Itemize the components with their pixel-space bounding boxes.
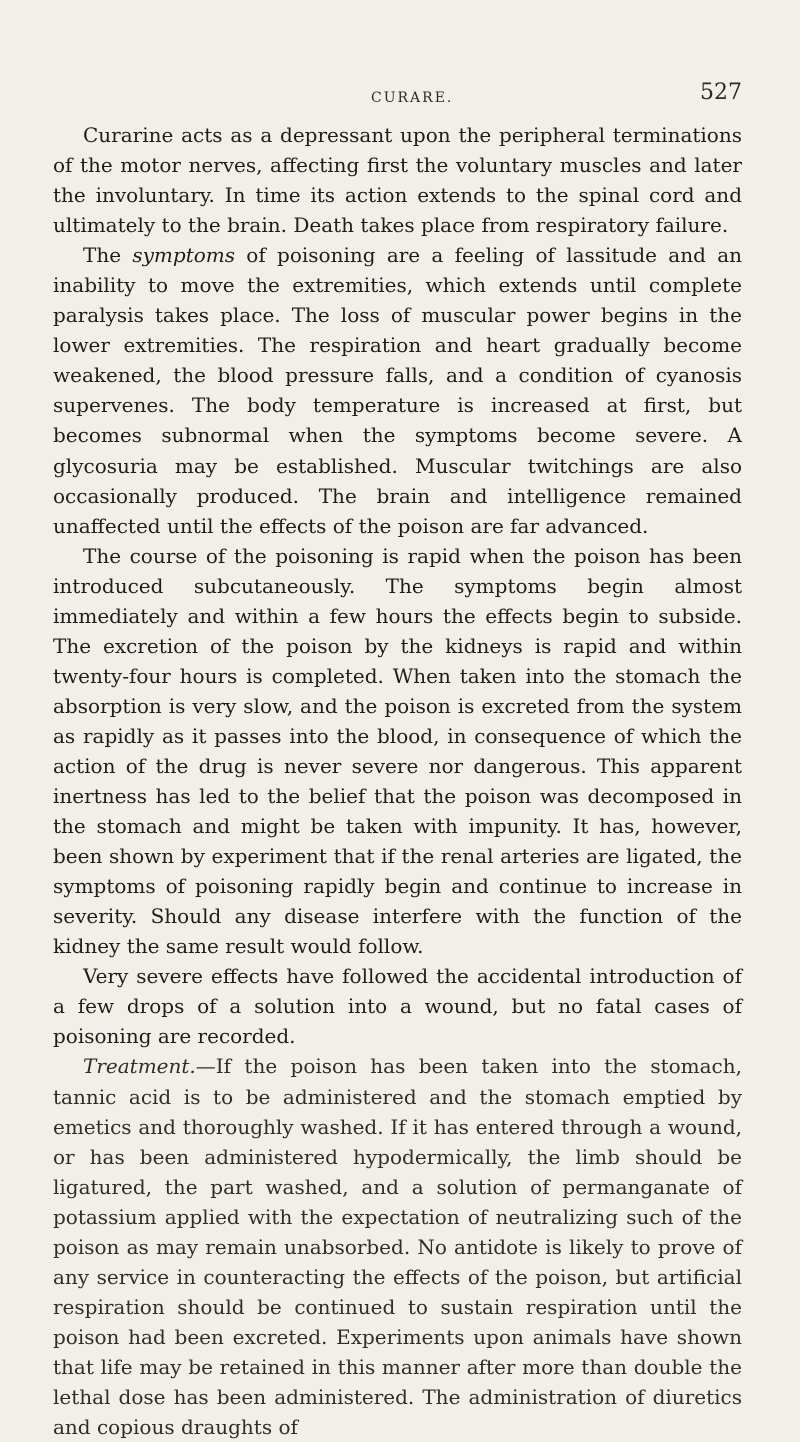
paragraph-text: Very severe effects have followed the accidental introduction of a few drops of a solution into a wound, but no fatal cases of poisoning are recorded. [53, 964, 742, 1049]
page-number: 527 [700, 80, 742, 105]
running-head [53, 0, 742, 120]
body-text [53, 120, 742, 1442]
paragraph-text: of poisoning are a feeling of lassitude and an inability to move the extremities, which extends until complete paralysis takes place. The loss of muscular power begins in the lower extremities. The respiration and heart gradually become weakened, the blood pressure falls, and a condition of cyanosis supervenes. The body temperature is increased at first, but becomes subnormal when the symptoms become severe. A glycosuria may be established. Muscular twitchings are also occasionally produced. The brain and intelligence remained unaffected until the effects of the poison are far advanced. [53, 243, 742, 538]
paragraph-text: The course of the poisoning is rapid when the poison has been introduced subcutaneously. The symptoms begin almost immediately and within a few hours the effects begin to subside. The excretion of the poison by the kidneys is rapid and within twenty-four hours is completed. When taken into the stomach the absorption is very slow, and the poison is excreted from the system as rapidly as it passes into the blood, in consequence of which the action of the drug is never severe nor dangerous. This apparent inertness has led to the belief that the poison was decomposed in the stomach and might be taken with impunity. It has, however, been shown by experiment that if the renal arteries are ligated, the symptoms of poisoning rapidly begin and continue to increase in severity. Should any disease interfere with the function of the kidney the same result would follow. [53, 543, 742, 959]
paragraph-text: —If the poison has been taken into the stomach, tannic acid is to be administered and the stomach emptied by emetics and thoroughly washed. If it has entered through a wound, or has been administered hypodermically, the limb should be ligatured, the part washed, and a solution of permanganate of potassium applied with the expectation of neutralizing such of the poison as may remain unabsorbed. No antidote is likely to prove of any service in counteracting the effects of the poison, but artificial respiration should be continued to sustain respiration until the poison had been excreted. Experiments upon animals have shown that life may be retained in this manner after more than double the lethal dose has been administered. The administration of diuretics and copious draughts of [53, 1054, 742, 1440]
italic-term-symptoms: symptoms [132, 243, 235, 268]
running-title: CURARE. [371, 90, 454, 106]
paragraph-mode-of-action [53, 120, 742, 240]
paragraph-symptoms [53, 240, 742, 540]
paragraph-text: Curarine acts as a depressant upon the peripheral terminations of the motor nerves, affecting first the voluntary muscles and later the involuntary. In time its action extends to the spinal cord and ultimately to the brain. Death takes place from respiratory failure. [53, 123, 742, 238]
paragraph-course [53, 541, 742, 962]
italic-heading-treatment: Treatment. [83, 1054, 196, 1079]
paragraph-lead-before: The [83, 243, 133, 268]
paragraph-treatment [53, 1051, 742, 1442]
paragraph-wound-effects [53, 961, 742, 1051]
